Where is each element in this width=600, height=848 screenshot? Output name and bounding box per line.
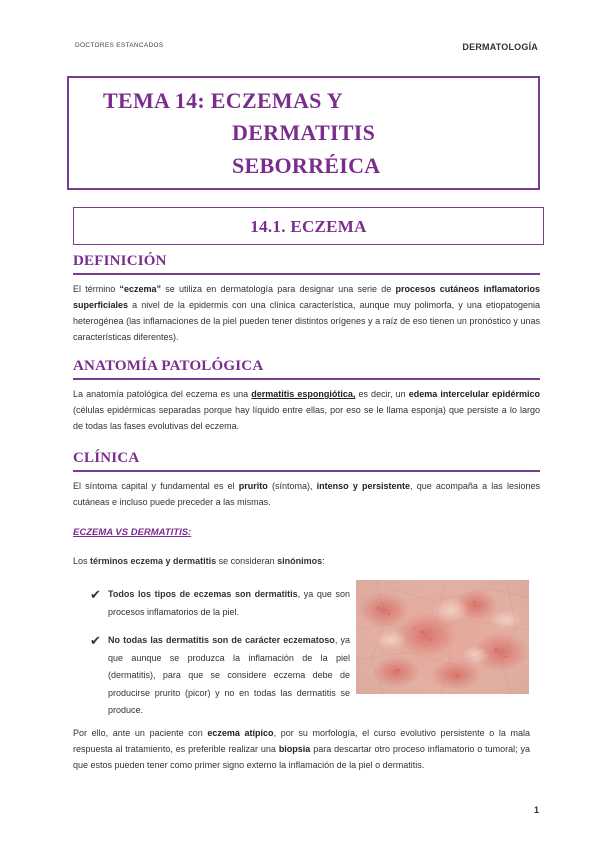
subtitle-box bbox=[73, 207, 544, 245]
heading-anatomia: ANATOMÍA PATOLÓGICA bbox=[73, 358, 540, 380]
title-line-2: DERMATITIS bbox=[232, 120, 376, 145]
eczema-vs-dermatitis-heading: ECZEMA VS DERMATITIS: bbox=[73, 527, 192, 538]
paragraph-definicion: El término “eczema” se utiliza en dermatología para designar una serie de procesos cutáneos inflamatorios superficiales a nivel de la epidermis con una clínica característica, aunque muy polimorfa, y una etiopatogenia heterogénea (las inflamaciones de la piel pueden tener distintos orígenes y a raíz de eso tienen un pronóstico y unas características diferentes). bbox=[73, 284, 540, 342]
page-number: 1 bbox=[533, 805, 539, 815]
bullet-item: ✔ No todas las dermatitis son de carácter eczematoso, ya que aunque se produzca la inflamación de la piel (dermatitis), para que se considere eczema debe de producirse prurito (picor) y no en todas las dermatitis se produce. bbox=[90, 633, 350, 715]
eczema-skin-photo bbox=[356, 580, 529, 694]
eczema-skin-image bbox=[356, 580, 529, 694]
title-box bbox=[67, 76, 540, 190]
section-definicion bbox=[73, 253, 540, 345]
header-right: DERMATOLOGÍA bbox=[462, 42, 538, 52]
check-icon: ✔ bbox=[90, 587, 101, 602]
section-anatomia bbox=[73, 358, 540, 434]
check-icon: ✔ bbox=[90, 633, 101, 648]
sinonimos-line: Los términos eczema y dermatitis se consideran sinónimos: bbox=[73, 556, 325, 566]
heading-clinica: CLÍNICA bbox=[73, 450, 540, 472]
title-line-3: SEBORRÉICA bbox=[232, 153, 381, 178]
section-clinica bbox=[73, 450, 540, 510]
paragraph-conclusion: Por ello, ante un paciente con eczema atípico, por su morfología, el curso evolutivo persistente o la mala respuesta al tratamiento, es preferible realizar una biopsia para descartar otro proceso inflamatorio o tumoral; ya que estos pueden tener como primer signo externo la inflamación de la piel o dermatitis. bbox=[73, 728, 531, 770]
heading-definicion: DEFINICIÓN bbox=[73, 253, 540, 275]
bullet-item: ✔ Todos los tipos de eczemas son dermatitis, ya que son procesos inflamatorios de la piel. bbox=[90, 587, 350, 617]
paragraph-clinica: El síntoma capital y fundamental es el prurito (síntoma), intenso y persistente, que acompaña a las lesiones cutáneas e incluso puede preceder a las mismas. bbox=[73, 481, 540, 507]
title-line-1: TEMA 14: ECZEMAS Y bbox=[103, 88, 343, 113]
subtitle: 14.1. ECZEMA bbox=[250, 217, 367, 236]
header-left: DOCTORES ESTANCADOS bbox=[75, 42, 164, 49]
paragraph-anatomia: La anatomía patológica del eczema es una dermatitis espongiótica, es decir, un edema intercelular epidérmico (células epidérmicas separadas porque hay líquido entre ellas, por eso se le llama esponja) que persiste a lo largo de todas las fases evolutivas del eczema. bbox=[73, 389, 540, 431]
